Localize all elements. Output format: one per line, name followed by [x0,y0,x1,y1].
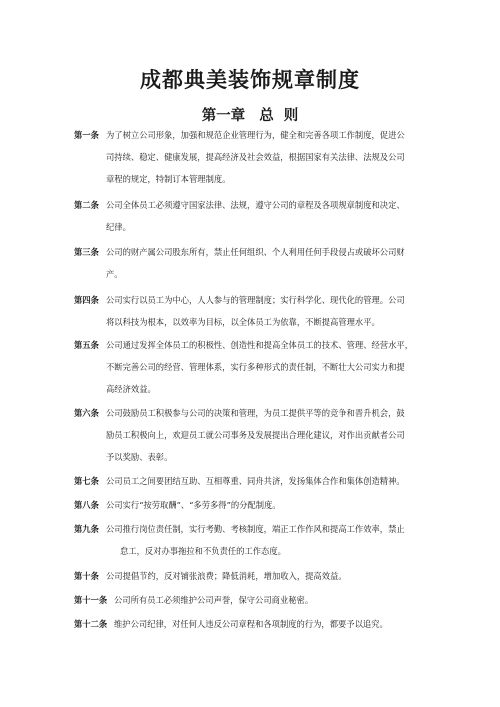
article-text-line: 产。 [106,269,123,279]
article-label: 第五条 [74,340,99,350]
article-11 [74,589,434,611]
article-text-line: 公司所有员工必须维护公司声誉，保守公司商业秘密。 [114,595,314,605]
article-5 [74,334,434,400]
article-10 [74,565,434,587]
article-text-line: 怠工，反对办事拖拉和不负责任的工作态度。 [120,546,286,556]
article-2 [74,194,434,238]
article-text-line: 维护公司纪律，对任何人违反公司章程和各项制度的行为，都要予以追究。 [114,619,388,629]
article-text-line: 章程的规定，特制订本管理制度。 [106,174,231,184]
article-label: 第二条 [74,200,99,210]
article-6 [74,402,434,468]
article-text-line: 高经济效益。 [106,384,156,394]
article-text-line: 公司全体员工必须遵守国家法律、法规，遵守公司的章程及各项规章制度和决定、 [106,200,405,210]
article-label: 第六条 [74,408,99,418]
chapter-number: 第一章 [201,107,246,124]
article-label: 第九条 [74,524,99,534]
article-label: 第三条 [74,247,99,257]
chapter-name: 总 则 [259,107,299,124]
article-3 [74,241,434,285]
article-text-line: 公司的财产属公司股东所有，禁止任何组织、个人利用任何手段侵占或破坏公司财 [106,247,405,257]
article-text-line: 公司鼓励员工积极参与公司的决策和管理，为员工提供平等的竞争和晋升机会，鼓 [106,408,405,418]
article-label: 第十一条 [74,595,108,605]
article-text-line: 公司通过发挥全体员工的积极性、创造性和提高全体员工的技术、管理、经营水平， [106,340,413,350]
article-1 [74,124,434,190]
article-text-line: 纪律。 [106,222,131,232]
article-text-line: 励员工积极向上，欢迎员工就公司事务及发展提出合理化建议，对作出贡献者公司 [106,430,405,440]
article-7 [74,470,434,492]
chapter-heading [0,104,500,125]
article-label: 第一条 [74,130,99,140]
article-text-line: 将以科技为根本，以效率为目标，以全体员工为依靠，不断提高管理水平。 [106,317,380,327]
article-text-line: 公司推行岗位责任制，实行考勤、考核制度，端正工作作风和提高工作效率，禁止 [106,524,405,534]
article-label: 第四条 [74,295,99,305]
article-8 [74,494,434,516]
article-4 [74,289,434,333]
article-text-line: 公司实行“按劳取酬”、“多劳多得”的分配制度。 [106,500,281,510]
article-9 [74,518,434,562]
article-text-line: 为了树立公司形象，加强和规范企业管理行为，健全和完善各项工作制度，促进公 [106,130,405,140]
article-label: 第十条 [74,571,99,581]
article-label: 第十二条 [74,619,108,629]
article-12 [74,613,434,635]
article-text-line: 予以奖励、表彰。 [106,452,173,462]
article-text-line: 公司员工之间要团结互助、互相尊重、同舟共济，发扬集体合作和集体创造精神。 [106,476,405,486]
article-text-line: 公司提倡节约，反对铺张浪费；降低消耗，增加收入，提高效益。 [106,571,347,581]
article-label: 第八条 [74,500,99,510]
article-label: 第七条 [74,476,99,486]
article-text-line: 不断完善公司的经营、管理体系，实行多种形式的责任制，不断壮大公司实力和提 [106,362,405,372]
article-text-line: 公司实行以员工为中心，人人参与的管理制度；实行科学化、现代化的管理。公司 [106,295,405,305]
article-text-line: 司持续、稳定、健康发展，提高经济及社会效益，根据国家有关法律、法规及公司 [106,152,405,162]
document-title: 成都典美装饰规章制度 [140,67,360,92]
